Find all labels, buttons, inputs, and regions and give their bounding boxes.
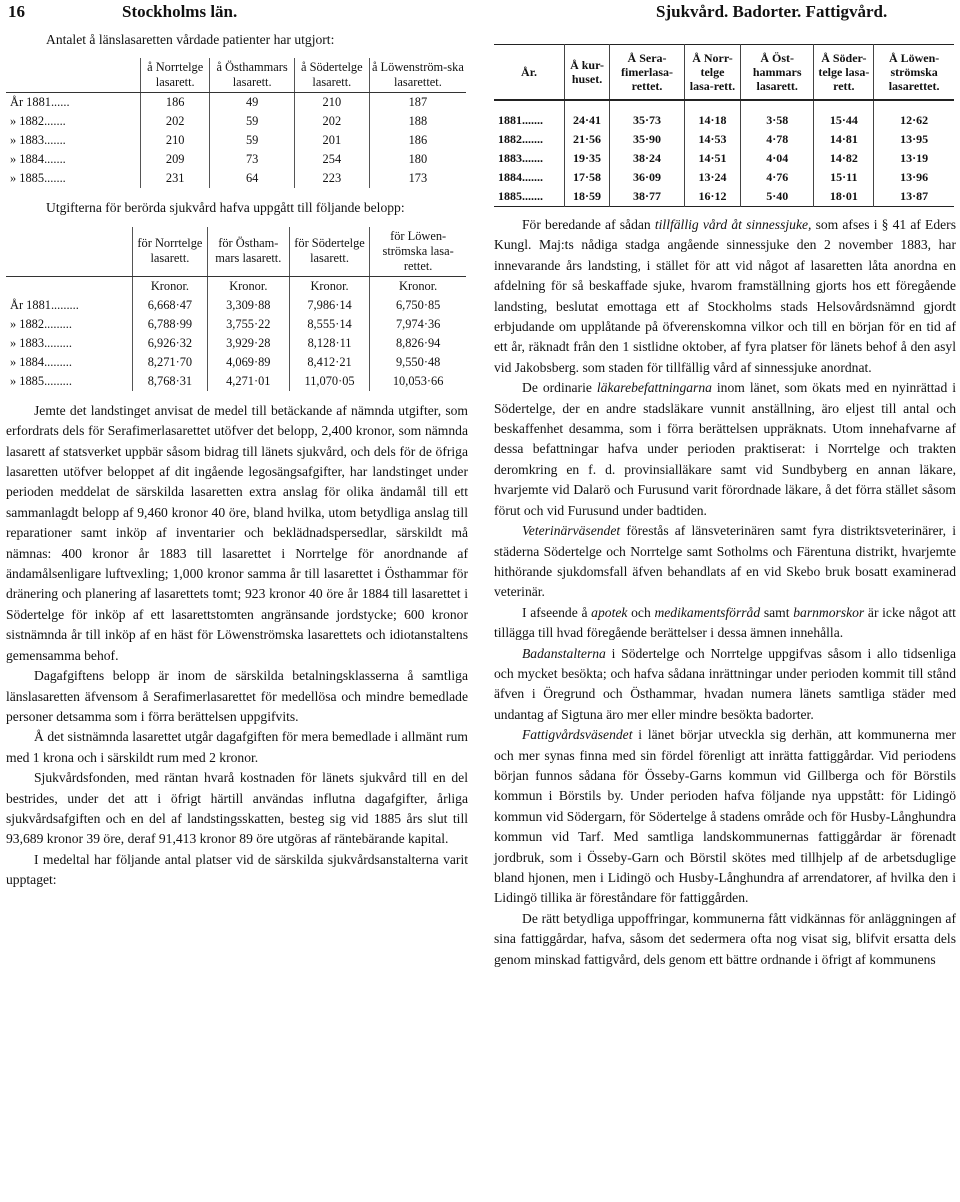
table-row: 1885....... 18·59 38·77 16·12 5·40 18·01 13·87 (494, 187, 954, 207)
paragraph-veterinary: Veterinärväsendet förestås af länsveterinären samt fyra distriktsveterinärer, i städerna Södertelge och Norrtelge samt Sotholms och Färentuna distrikt, hvarjemte hithörande sjukdomsfall äfven behandlats af en vid Skebo bruk bosatt examinerad veterinär. (494, 523, 956, 600)
patients-col-osthammar: å Östhammars lasarett. (210, 58, 295, 93)
patients-col-lowenstrom: å Löwenström-ska lasarettet. (369, 58, 466, 93)
expenses-col-norrtelge: för Norrtelge lasarett. (133, 227, 208, 277)
table-row: » 1882......... 6,788·99 3,755·22 8,555·14 7,974·36 (6, 315, 466, 334)
unit-row: Kronor. Kronor. Kronor. Kronor. (6, 276, 466, 296)
paragraph-insane-care: För beredande af sådan tillfällig vård åt sinnessjuke, som afses i § 41 af Eders Kungl. Maj:ts nådiga stadga angående sinnessjuke den 2 november 1883, har innevarande års landsting, i stället för att vid något af lasaretten låta anordna en afdelning för så beskaffade sjuke, hvarom framställning gjorts hos ett föregående landsting, beslutat emottaga ett af Stockholms stads Helsovårdsnämnd gjordt erbjudande om upplåtande på öfverenskomna vilkor och till en början för en tid af ett år, räknadt från den 1 sistlidne oktober, af fyra platser för länets behof å den asyl vid Jakobsberg. som staden för tillfällig vård af sinnessjuke anordnat. (494, 217, 956, 375)
table-row: År 1881......... 6,668·47 3,309·88 7,986·14 6,750·85 (6, 296, 466, 315)
patients-col-norrtelge: å Norrtelge lasarett. (141, 58, 210, 93)
right-column (494, 30, 956, 970)
places-col-sodertelge: Å Söder-telge lasa-rett. (814, 45, 874, 101)
places-col-osthammar: Å Öst-hammars lasarett. (740, 45, 814, 101)
table-row: » 1884......... 8,271·70 4,069·89 8,412·21 9,550·48 (6, 353, 466, 372)
table-row: År 1881...... 186 49 210 187 (6, 93, 466, 113)
patients-intro: Antalet å länslasaretten vårdade patienter har utgjort: (46, 32, 335, 47)
left-column (6, 30, 468, 891)
expenses-col-lowenstrom: för Löwen-strömska lasa-rettet. (370, 227, 466, 277)
paragraph-poor-relief: Fattigvårdsväsendet i länet börjar utveckla sig derhän, att kommunerna mer och mer synas finna med sin fördel förenligt att inrätta fattiggårdar. Vid periodens början funnos sådana för Össeby-Garns kommun vid Gillberga och för Börstils kommun i Börstils by. Under perioden hafva följande nya uppstått: för Lidingö kommun vid Södergarn, för Södertelge å stadens område och för Husby-Långhundra kommun vid Tarf. Med samtliga landskommunernas fattiggårdar är förenadt jordbruk, som i Össeby-Garn och Börstil skötes med tillhjelp af de arbetsduglige bland hjonen, men i Lidingö och Husby-Långhundra af arrendatorer, af hvilka den i Lidingö tillika är föreståndare för fattiggården. (494, 727, 956, 906)
paragraph-physicians: De ordinarie läkarebefattningarna inom länet, som ökats med en nyinrättad i Södertelge, der en andre stadsläkare vunnit anställning, äro eljest till antal och beskaffenhet desamma, som i förra berättelsen uppräknats. Utom innehafvarne af dessa befattningar hafva under perioden praktiserat: i Norrtelge och trakten deromkring en f. d. provinsialläkare samt vid Sundbyberg en annan läkare, hvarjemte vid Dalarö och Furusund varit förordnade läkare, å det förra stället såsom förut och vid Furusund under badtiden. (494, 380, 956, 518)
patients-col-year (6, 58, 141, 93)
patients-table (6, 58, 466, 188)
places-col-norrtelge: Å Norr-telge lasa-rett. (684, 45, 740, 101)
table-row: » 1883......... 6,926·32 3,929·28 8,128·11 8,826·94 (6, 334, 466, 353)
table-row: » 1885......... 8,768·31 4,271·01 11,070·05 10,053·66 (6, 372, 466, 391)
left-running-title: Stockholms län. (122, 2, 238, 21)
expenses-intro: Utgifterna för berörda sjukvård hafva uppgått till följande belopp: (46, 200, 405, 216)
expenses-col-osthammar: för Östham-mars lasarett. (207, 227, 289, 277)
places-col-serafimer: Å Sera-fimerlasa-rettet. (610, 45, 685, 101)
page-number: 16 (8, 2, 25, 21)
table-row: » 1883....... 210 59 201 186 (6, 131, 466, 150)
expenses-col-sodertelge: för Södertelge lasarett. (289, 227, 370, 277)
paragraph-places-intro: I medeltal har följande antal platser vid de särskilda sjukvårdsanstalterna varit upptaget: (6, 851, 468, 888)
table-row: 1883....... 19·35 38·24 14·51 4·04 14·82 13·19 (494, 149, 954, 168)
paragraph-serafimer-fee: Å det sistnämnda lasarettet utgår dagafgiften för mera bemedlade i allmänt rum med 1 krona och i särskildt rum med 2 kronor. (6, 729, 468, 765)
paragraph-poor-houses-cost: De rätt betydliga uppoffringar, kommunerna fått vidkännas för anläggningen af sina fattiggårdar, hafva, såsom det sedermera ofta nog visat sig, blifvit ersatta dels genom minskad fattigvård, dels genom ett bättre ordnande i öfrigt af kommunens (494, 910, 956, 967)
table-row: » 1884....... 209 73 254 180 (6, 150, 466, 169)
places-col-lowenstrom: Å Löwen-strömska lasarettet. (874, 45, 954, 101)
patients-col-sodertelge: å Södertelge lasarett. (294, 58, 369, 93)
table-row: 1884....... 17·58 36·09 13·24 4·76 15·11 13·96 (494, 168, 954, 187)
expenses-col-year (6, 227, 133, 277)
paragraph-day-fee: Dagafgiftens belopp är inom de särskilda betalningsklasserna å samtliga länslasaretten äfvensom å Serafimerlasarettet för medellösa och mindre bemedlade personer detsamma som i förra berättelsen uppgifvits. (6, 668, 468, 724)
paragraph-spas: Badanstalterna i Södertelge och Norrtelge uppgifvas såsom i allo tidsenliga och mycket besökta; och hafva sådana inrättningar under perioden kommit till stånd äfven i Öregrund och Östhammar, hvadan numera länets samtliga städer med undantag af Sigtuna äro mer eller mindre besökta badorter. (494, 645, 957, 722)
right-running-title: Sjukvård. Badorter. Fattigvård. (656, 2, 888, 21)
places-col-year: År. (494, 45, 565, 101)
paragraph-extra-grants: Jemte det landstinget anvisat de medel till betäckande af nämnda utgifter, som erfordrats dels för Serafimerlasarettet utöfver det belopp, 2,400 kronor, som nämnda lasarett af statsverket uppbär såsom bidrag till länets sjukvård, och dels för de öfriga lasaretten utöfver beloppet af dit ingående legosängsafgifter, har landstinget under perioden meddelat de särskilda lasaretten extra anslag för olika ändamål till ett sammanlagdt belopp af 9,460 kronor 40 öre, bland hvilka, utom betydliga anslag till reparationer samt inköp af inventarier och beklädnadspersedlar, särskildt må nämnas: 400 kronor år 1883 till lasarettet i Norrtelge för anordnande af ändamålsenligare luftvexling; 1,000 kronor samma år till lasarettet i Östhammar för dränering och planering af lasarettets tomt; 923 kronor 40 öre år 1884 till lasarettet i Södertelge för inköp af ett lasarettstomten angränsande jordstycke; 600 kronor sistnämnda år till inköp af en häst för Löwenströmska lasarettets och idiotanstaltens gemensamma behof. (6, 402, 468, 663)
table-row: 1882....... 21·56 35·90 14·53 4·78 14·81 13·95 (494, 130, 954, 149)
table-row: » 1885....... 231 64 223 173 (6, 169, 466, 188)
paragraph-sick-fund: Sjukvårdsfonden, med räntan hvarå kostnaden för länets sjukvård till en del bestrides, under det att i öfrigt härtill användas influtna dagafgifter, årliga sjukvårdsafgiften och en del af landstingsskatten, besteg sig vid 1885 års slut till 93,689 kronor 39 öre, deraf 91,413 kronor 89 öre utgöras af räntebärande kapital. (6, 770, 468, 847)
table-row: » 1882....... 202 59 202 188 (6, 112, 466, 131)
table-row: 1881....... 24·41 35·73 14·18 3·58 15·44 12·62 (494, 111, 954, 130)
expenses-table (6, 227, 466, 391)
places-table (494, 44, 954, 207)
paragraph-pharmacies: I afseende å apotek och medikamentsförråd samt barnmorskor är icke något att tillägga till hvad föregående berättelser i dessa ämnen innehålla. (494, 604, 956, 641)
places-col-kurhuset: Å kur-huset. (565, 45, 610, 101)
